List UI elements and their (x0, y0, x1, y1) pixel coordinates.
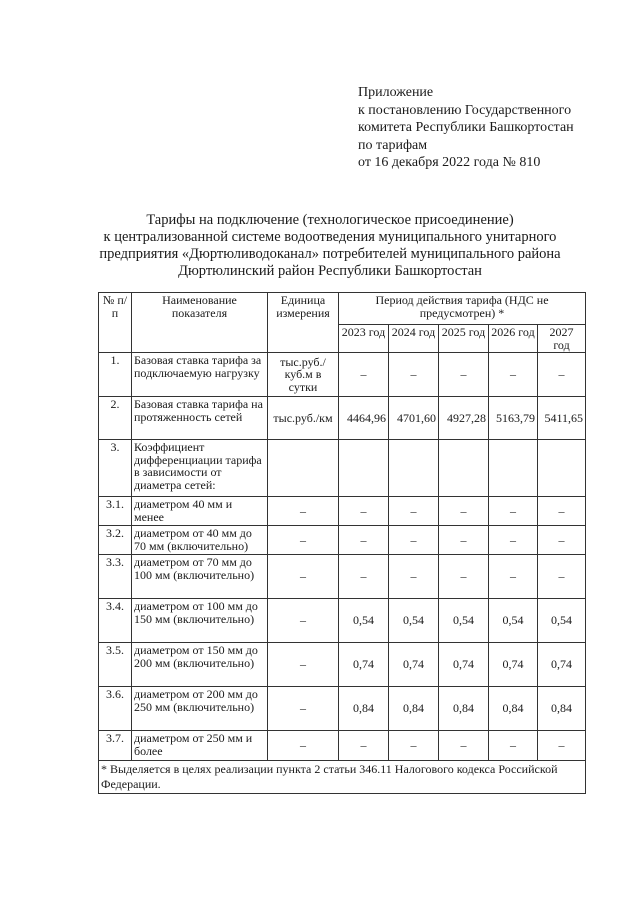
row-value: – (489, 526, 538, 555)
row-value: 0,54 (389, 599, 439, 643)
row-name: диаметром от 40 мм до 70 мм (включительно) (132, 526, 268, 555)
appendix-block (358, 84, 574, 172)
row-num: 3.1. (99, 497, 132, 526)
row-unit: – (268, 555, 339, 599)
row-num: 3.3. (99, 555, 132, 599)
row-num: 3.6. (99, 687, 132, 731)
row-value: – (538, 497, 586, 526)
row-value: – (389, 526, 439, 555)
title-line: Тарифы на подключение (технологическое присоединение) (146, 212, 514, 228)
row-value: 0,74 (389, 643, 439, 687)
row-num: 3.5. (99, 643, 132, 687)
row-value: – (538, 555, 586, 599)
row-unit: тыс.руб./км (268, 397, 339, 440)
row-num: 1. (99, 353, 132, 397)
row-unit: – (268, 497, 339, 526)
row-value: 0,54 (439, 599, 489, 643)
appendix-line: от 16 декабря 2022 года № 810 (358, 155, 541, 170)
row-unit: тыс.руб./ куб.м в сутки (268, 353, 339, 397)
row-value: – (489, 497, 538, 526)
row-name: диаметром 40 мм и менее (132, 497, 268, 526)
row-value (538, 440, 586, 497)
row-value: – (339, 353, 389, 397)
row-value: 5163,79 (489, 397, 538, 440)
row-value: 0,74 (538, 643, 586, 687)
row-value: 0,74 (489, 643, 538, 687)
row-value: 0,84 (489, 687, 538, 731)
row-value (339, 440, 389, 497)
table-row (99, 599, 586, 643)
header-name: Наименование показателя (132, 293, 268, 353)
row-value (439, 440, 489, 497)
row-value: 4464,96 (339, 397, 389, 440)
row-value: – (389, 497, 439, 526)
tariff-table (98, 292, 586, 794)
title-line: Дюртюлинский район Республики Башкортостан (178, 263, 482, 279)
row-name: диаметром от 250 мм и более (132, 731, 268, 761)
row-name: Коэффициент дифференциации тарифа в зависимости от диаметра сетей: (132, 440, 268, 497)
row-value: 0,54 (489, 599, 538, 643)
header-year: 2025 год (439, 325, 489, 353)
row-num: 2. (99, 397, 132, 440)
row-value: 4927,28 (439, 397, 489, 440)
appendix-line: к постановлению Государственного (358, 102, 572, 118)
header-year: 2024 год (389, 325, 439, 353)
table-row (99, 731, 586, 761)
footnote: * Выделяется в целях реализации пункта 2 статьи 346.11 Налогового кодекса Российской Федерации. (99, 761, 586, 794)
row-num: 3.4. (99, 599, 132, 643)
row-value: 5411,65 (538, 397, 586, 440)
row-name: диаметром от 100 мм до 150 мм (включительно) (132, 599, 268, 643)
table-row (99, 497, 586, 526)
row-value: – (538, 526, 586, 555)
title-line: к централизованной системе водоотведения муниципального унитарного (103, 229, 557, 245)
row-name: Базовая ставка тарифа за подключаемую нагрузку (132, 353, 268, 397)
row-num: 3.7. (99, 731, 132, 761)
row-value: – (389, 555, 439, 599)
table-row (99, 353, 586, 397)
row-name: диаметром от 200 мм до 250 мм (включительно) (132, 687, 268, 731)
row-value: – (439, 353, 489, 397)
row-num: 3.2. (99, 526, 132, 555)
row-value: – (439, 497, 489, 526)
header-year: 2023 год (339, 325, 389, 353)
appendix-line: по тарифам (358, 137, 428, 153)
row-value: – (339, 526, 389, 555)
row-unit: – (268, 643, 339, 687)
document-title (60, 212, 600, 280)
row-value: – (489, 731, 538, 761)
title-line: предприятия «Дюртюливодоканал» потребителей муниципального района (99, 246, 561, 262)
row-unit (268, 440, 339, 497)
table-row (99, 526, 586, 555)
row-unit: – (268, 526, 339, 555)
row-value (489, 440, 538, 497)
row-value: – (339, 555, 389, 599)
row-value: 0,84 (439, 687, 489, 731)
row-value: – (439, 731, 489, 761)
header-unit: Единица измерения (268, 293, 339, 353)
row-value: – (489, 555, 538, 599)
table-row (99, 440, 586, 497)
row-value: – (538, 353, 586, 397)
row-value (389, 440, 439, 497)
row-num: 3. (99, 440, 132, 497)
row-value: – (538, 731, 586, 761)
table-row (99, 643, 586, 687)
row-value: 0,54 (339, 599, 389, 643)
row-value: 4701,60 (389, 397, 439, 440)
row-value: – (339, 497, 389, 526)
header-year: 2026 год (489, 325, 538, 353)
table-row (99, 555, 586, 599)
row-value: 0,84 (389, 687, 439, 731)
appendix-line: Приложение (358, 85, 434, 100)
row-value: 0,84 (538, 687, 586, 731)
table-row (99, 397, 586, 440)
row-unit: – (268, 687, 339, 731)
row-name: диаметром от 70 мм до 100 мм (включительно) (132, 555, 268, 599)
table-row (99, 687, 586, 731)
row-value: – (389, 353, 439, 397)
row-value: – (389, 731, 439, 761)
row-name: Базовая ставка тарифа на протяженность сетей (132, 397, 268, 440)
row-value: 0,54 (538, 599, 586, 643)
row-unit: – (268, 731, 339, 761)
row-name: диаметром от 150 мм до 200 мм (включительно) (132, 643, 268, 687)
appendix-line: комитета Республики Башкортостан (358, 120, 574, 135)
row-value: 0,74 (439, 643, 489, 687)
row-value: – (439, 526, 489, 555)
row-value: – (489, 353, 538, 397)
row-value: – (439, 555, 489, 599)
header-period: Период действия тарифа (НДС не предусмотрен) * (339, 293, 586, 325)
row-unit: – (268, 599, 339, 643)
row-value: – (339, 731, 389, 761)
header-year: 2027 год (538, 325, 586, 353)
header-num: № п/п (99, 293, 132, 353)
row-value: 0,84 (339, 687, 389, 731)
row-value: 0,74 (339, 643, 389, 687)
footnote-row (99, 761, 586, 794)
